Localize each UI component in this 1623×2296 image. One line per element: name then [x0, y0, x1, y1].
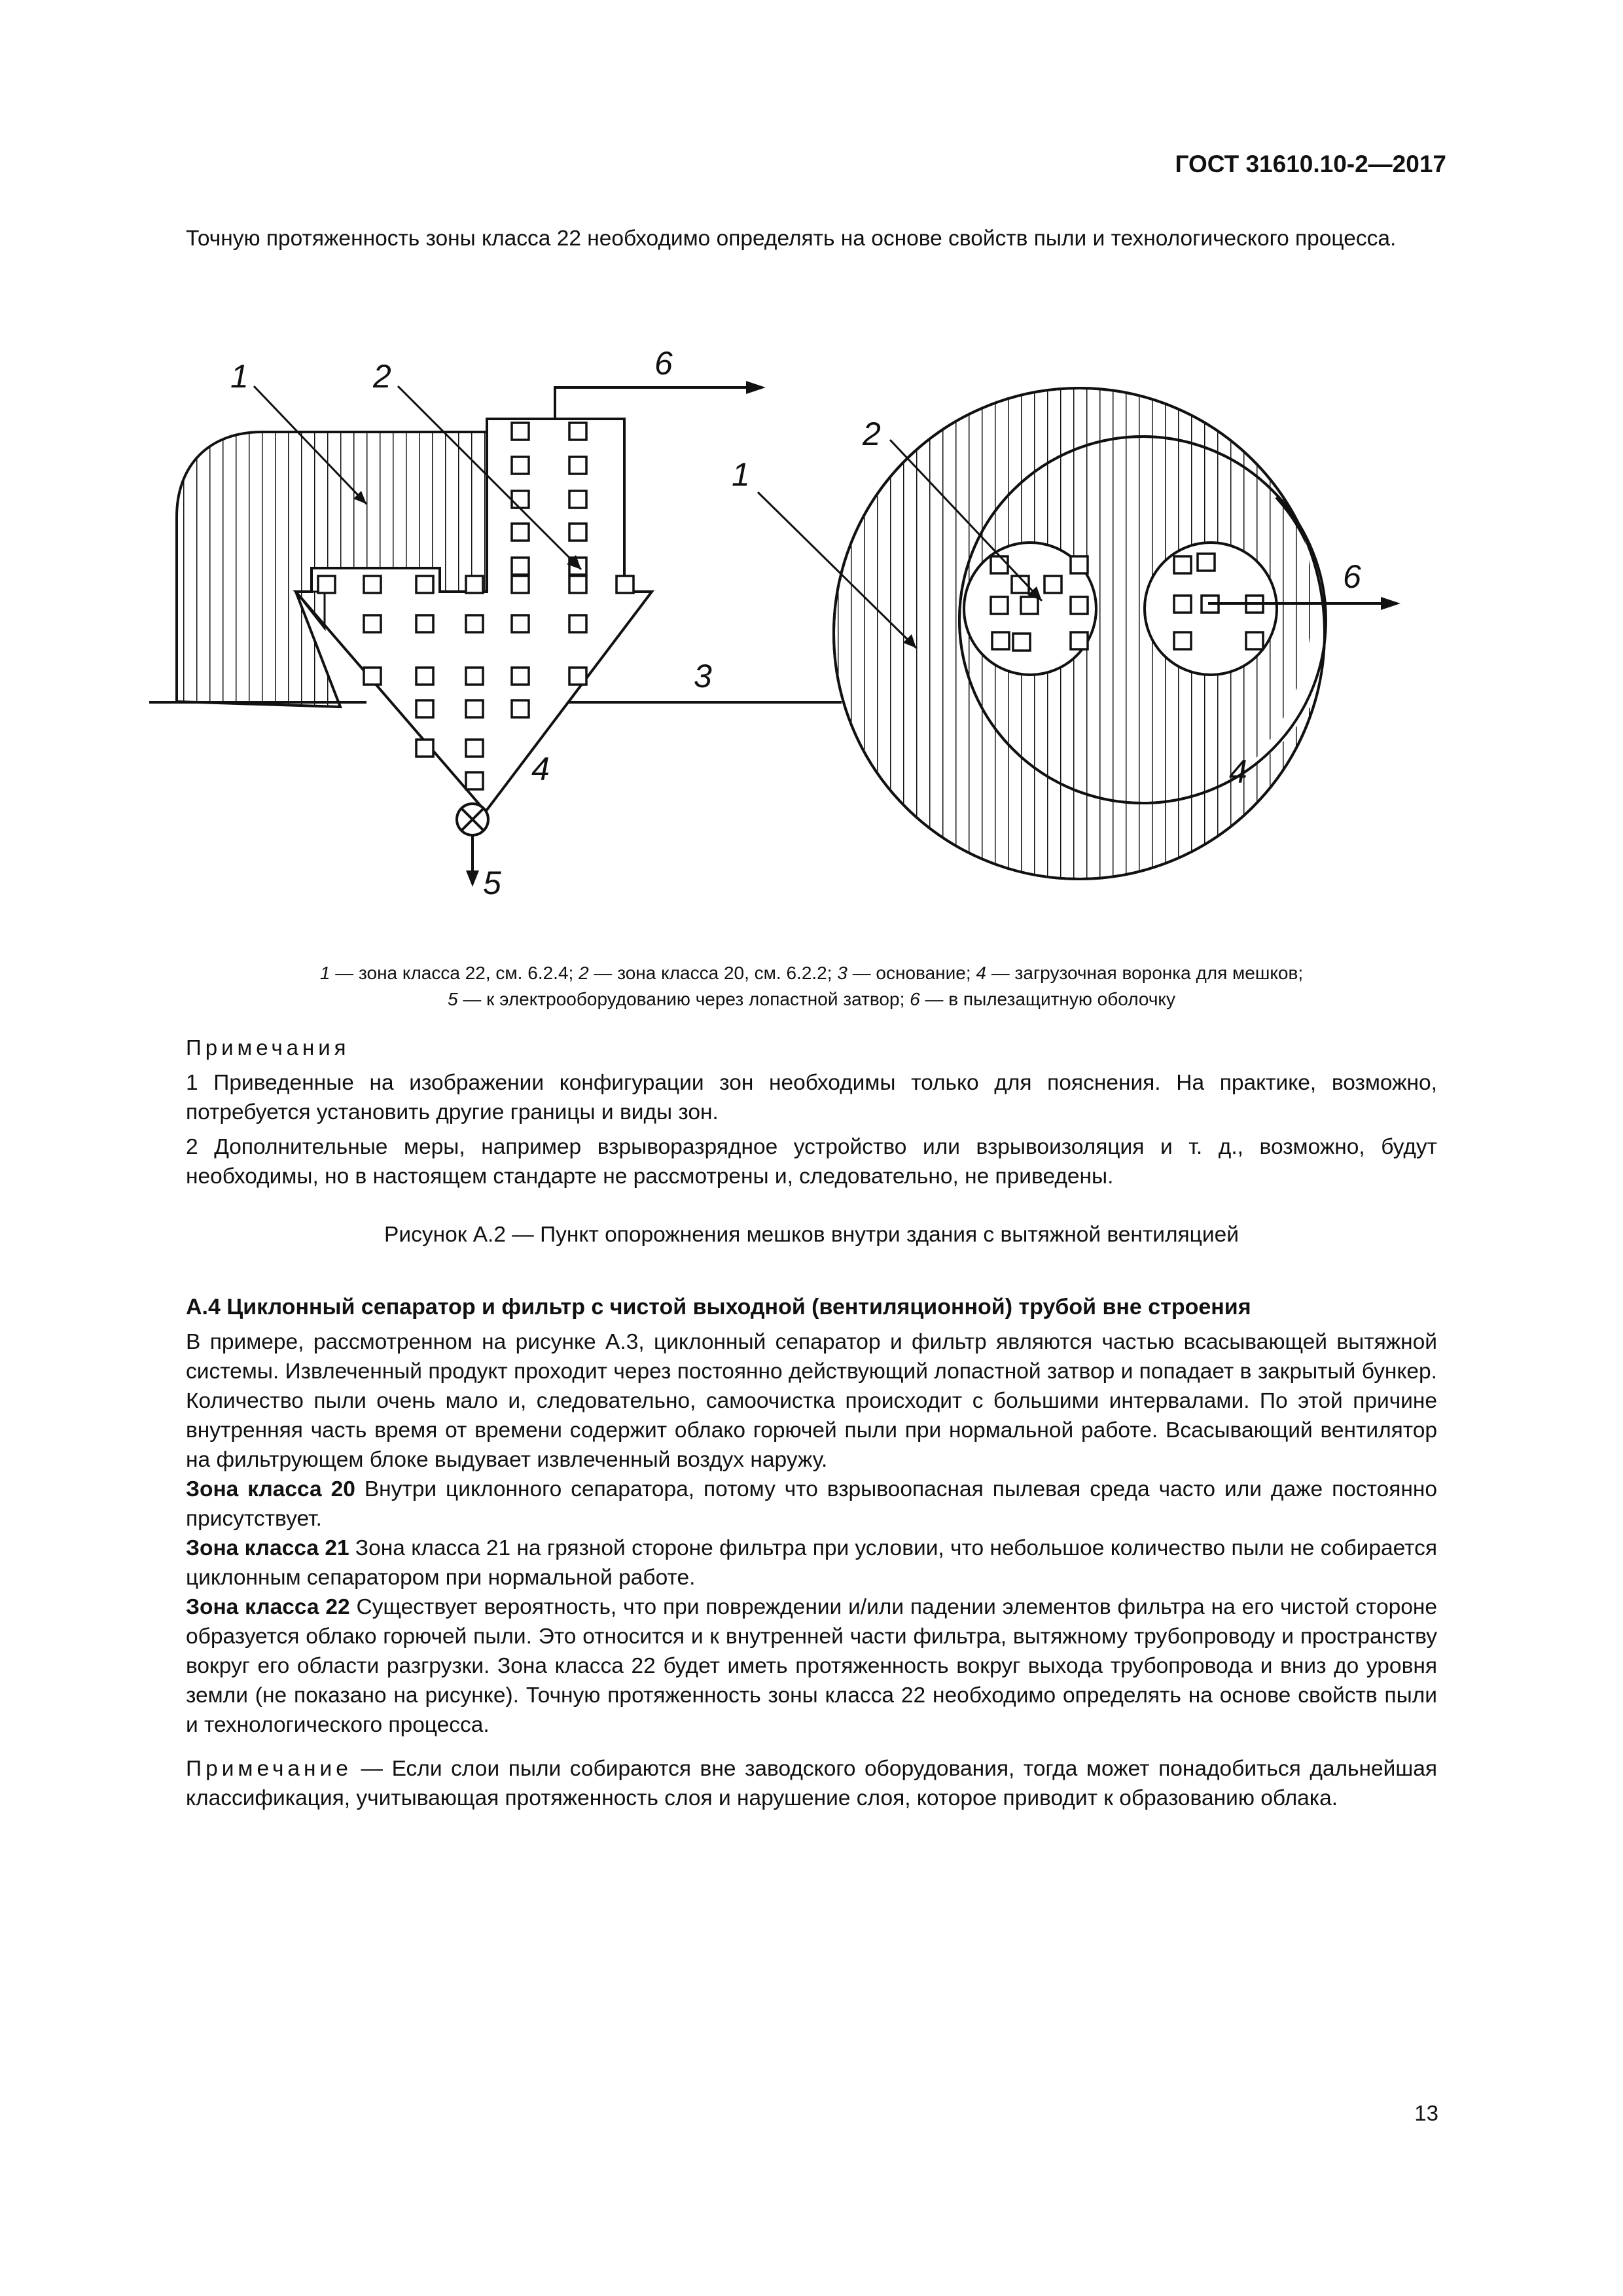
zone-21-paragraph: Зона класса 21 Зона класса 21 на грязной стороне фильтра при условии, что небольшое количество пыли не собирается циклонным сепаратором при нормальной работе. — [186, 1536, 1437, 1590]
arrow-5 — [466, 870, 479, 887]
zone-diagram — [0, 0, 1623, 929]
page-number: 13 — [1414, 2101, 1438, 2125]
zone-22-paragraph: Зона класса 22 Существует вероятность, что при повреждении и/или падении элементов фильтра на его чистой стороне образуется облако горючей пыли. Это относится и к внутренней части фильтра, вытяжному трубопроводу и пространству вокруг его области разгрузки. Зона класса 22 будет иметь протяженность вокруг выхода трубопровода и вниз до уровня земли (не показано на рисунке). Точную протяженность зоны класса 22 необходимо определять на основе свойств пыли и технологического процесса. — [186, 1595, 1437, 1737]
label-2-right: 2 — [863, 416, 881, 452]
figure-title: Рисунок А.2 — Пункт опорожнения мешков внутри здания с вытяжной вентиляцией — [384, 1223, 1239, 1247]
notes-heading: Примечания — [186, 1035, 350, 1060]
note-1: 1 Приведенные на изображении конфигурации зон необходимы только для пояснения. На практике, возможно, потребуется установить другие границы и виды зон. — [186, 1071, 1437, 1124]
arrow-6-left — [746, 381, 766, 394]
left-drawing — [149, 345, 842, 901]
section-paragraph-1: В примере, рассмотренном на рисунке А.3, циклонный сепаратор и фильтр являются частью всасывающей вытяжной системы. Извлеченный продукт проходит через постоянно действующий лопастной затвор и попадает в закрытый бункер. Количество пыли очень мало и, следовательно, самоочистка происходит с большими интервалами. По этой причине внутренняя часть время от времени содержит облако горючей пыли при нормальной работе. Всасывающий вентилятор на фильтрующем блоке выдувает извлеченный воздух наружу. — [186, 1330, 1437, 1472]
label-6-left: 6 — [654, 345, 673, 382]
right-drawing — [732, 388, 1400, 879]
label-1-left: 1 — [230, 358, 249, 395]
label-4-right: 4 — [1229, 753, 1247, 790]
label-2-left: 2 — [373, 358, 391, 395]
label-1-right: 1 — [732, 456, 750, 493]
final-note: Примечание — Если слои пыли собираются вне заводского оборудования, тогда может понадобиться дальнейшая классификация, учитывающая протяженность слоя и нарушение слоя, которое приводит к образованию облака. — [186, 1757, 1437, 1810]
zone-20-paragraph: Зона класса 20 Внутри циклонного сепаратора, потому что взрывоопасная пылевая среда часто или даже постоянно присутствует. — [186, 1477, 1437, 1531]
figure-legend-line-2: 5 — к электрооборудованию через лопастной затвор; 6 — в пылезащитную оболочку — [447, 989, 1175, 1009]
label-3: 3 — [694, 658, 712, 694]
figure-legend-line-1: 1 — зона класса 22, см. 6.2.4; 2 — зона класса 20, см. 6.2.2; 3 — основание; 4 — загрузочная воронка для мешков; — [319, 963, 1304, 983]
label-5: 5 — [483, 865, 501, 901]
note-2: 2 Дополнительные меры, например взрыворазрядное устройство или взрывоизоляция и т. д., возможно, будут необходимы, но в настоящем стандарте не рассмотрены и, следовательно, не приведены. — [186, 1135, 1437, 1189]
label-6-right: 6 — [1343, 558, 1361, 595]
label-4-left: 4 — [531, 751, 550, 787]
section-title: А.4 Циклонный сепаратор и фильтр с чистой выходной (вентиляционной) трубой вне строения — [186, 1295, 1251, 1319]
document-number: ГОСТ 31610.10-2—2017 — [1175, 151, 1446, 177]
arrow-6-right — [1381, 597, 1400, 610]
intro-paragraph: Точную протяженность зоны класса 22 необходимо определять на основе свойств пыли и технологического процесса. — [186, 226, 1397, 251]
